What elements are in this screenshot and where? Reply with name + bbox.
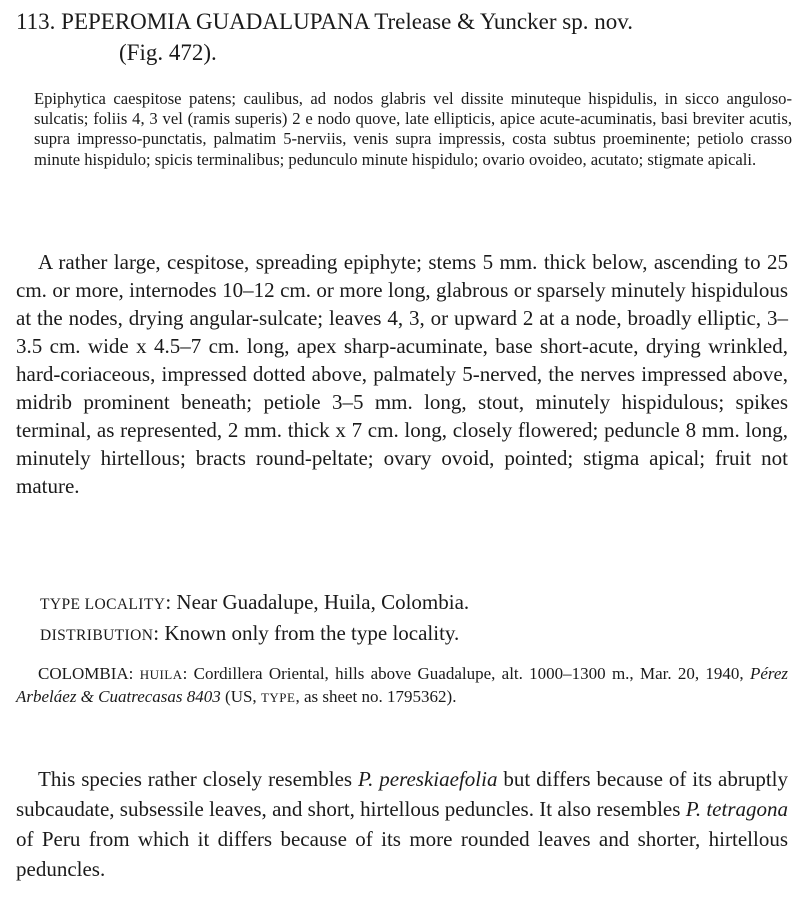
specimen-type-word: TYPE bbox=[260, 690, 296, 705]
specimen-country: COLOMBIA bbox=[38, 664, 129, 683]
specimen-herbarium-close: as sheet no. 1795362). bbox=[303, 687, 457, 706]
figure-reference: (Fig. 472). bbox=[119, 40, 217, 65]
type-locality-value: Near Guadalupe, Huila, Colombia. bbox=[176, 590, 470, 614]
remarks-paragraph bbox=[16, 764, 788, 884]
type-locality-label: TYPE LOCALITY bbox=[40, 596, 166, 613]
remarks-part3: of Peru from which it differs because of its more rounded leaves and shorter, hirtellous peduncles. bbox=[16, 827, 788, 881]
specimen-locality: Cordillera Oriental, hills above Guadalupe, alt. 1000–1300 m., Mar. 20, 1940, bbox=[193, 664, 744, 683]
specimen-sep2: : bbox=[182, 664, 194, 683]
type-locality-colon: : bbox=[165, 590, 177, 614]
specimen-citation bbox=[16, 663, 788, 709]
specimen-collectors: Pérez Arbeláez & Cuatrecasas 8403 bbox=[16, 664, 789, 706]
remarks-species1: P. pereskiaefolia bbox=[357, 767, 498, 791]
english-description: A rather large, cespitose, spreading epiphyte; stems 5 mm. thick below, ascending to 25 cm. or more, internodes 10–12 cm. or more long, glabrous or sparsely minutely hispidulous at the nodes, drying angular-sulcate; leaves 4, 3, or upward 2 at a node, broadly elliptic, 3–3.5 cm. wide x 4.5–7 cm. long, apex sharp-acuminate, base short-acute, drying wrinkled, hard-coriaceous, impressed dotted above, palmately 5-nerved, the nerves impressed above, midrib prominent beneath; petiole 3–5 mm. long, stout, minutely hispidulous; spikes terminal, as represented, 2 mm. thick x 7 cm. long, closely flowered; peduncle 8 mm. long, minutely hirtellous; bracts round-peltate; ovary ovoid, pointed; stigma apical; fruit not mature. bbox=[16, 250, 788, 498]
specimen-department: HUILA bbox=[139, 667, 183, 682]
specimen-sep: : bbox=[128, 664, 140, 683]
remarks-part1: This species rather closely resembles bbox=[38, 767, 353, 791]
remarks-part2: but differs because of its abruptly subcaudate, subsessile leaves, and short, hirtellous peduncles. It also resembles bbox=[16, 767, 789, 821]
latin-diagnosis: Epiphytica caespitose patens; caulibus, ad nodos glabris vel dissite minuteque hispidulis, in sicco anguloso-sulcatis; foliis 4, 3 vel (ramis superis) 2 e nodo quove, late ellipticis, apice acute-acuminatis, basi breviter acutis, supra impresso-punctatis, palmatim 5-nerviis, venis supra impressis, costa subtus proeminente; petiolo crasso minute hispidulo; spicis terminalibus; pedunculo minute hispidulo; ovario ovoideo, acutato; stigmate apicali. bbox=[34, 89, 792, 169]
distribution-colon: : bbox=[153, 621, 165, 645]
specimen-sep3: , bbox=[295, 687, 304, 706]
distribution-value: Known only from the type locality. bbox=[164, 621, 460, 645]
species-heading-line1: 113. PEPEROMIA GUADALUPANA Trelease & Yuncker sp. nov. bbox=[16, 9, 633, 34]
species-heading bbox=[16, 6, 796, 68]
remarks-species2: P. tetragona bbox=[685, 797, 789, 821]
specimen-herbarium-open: (US, bbox=[225, 687, 257, 706]
type-locality-line bbox=[40, 588, 780, 619]
distribution-label: DISTRIBUTION bbox=[40, 627, 154, 644]
distribution-line bbox=[40, 619, 780, 650]
